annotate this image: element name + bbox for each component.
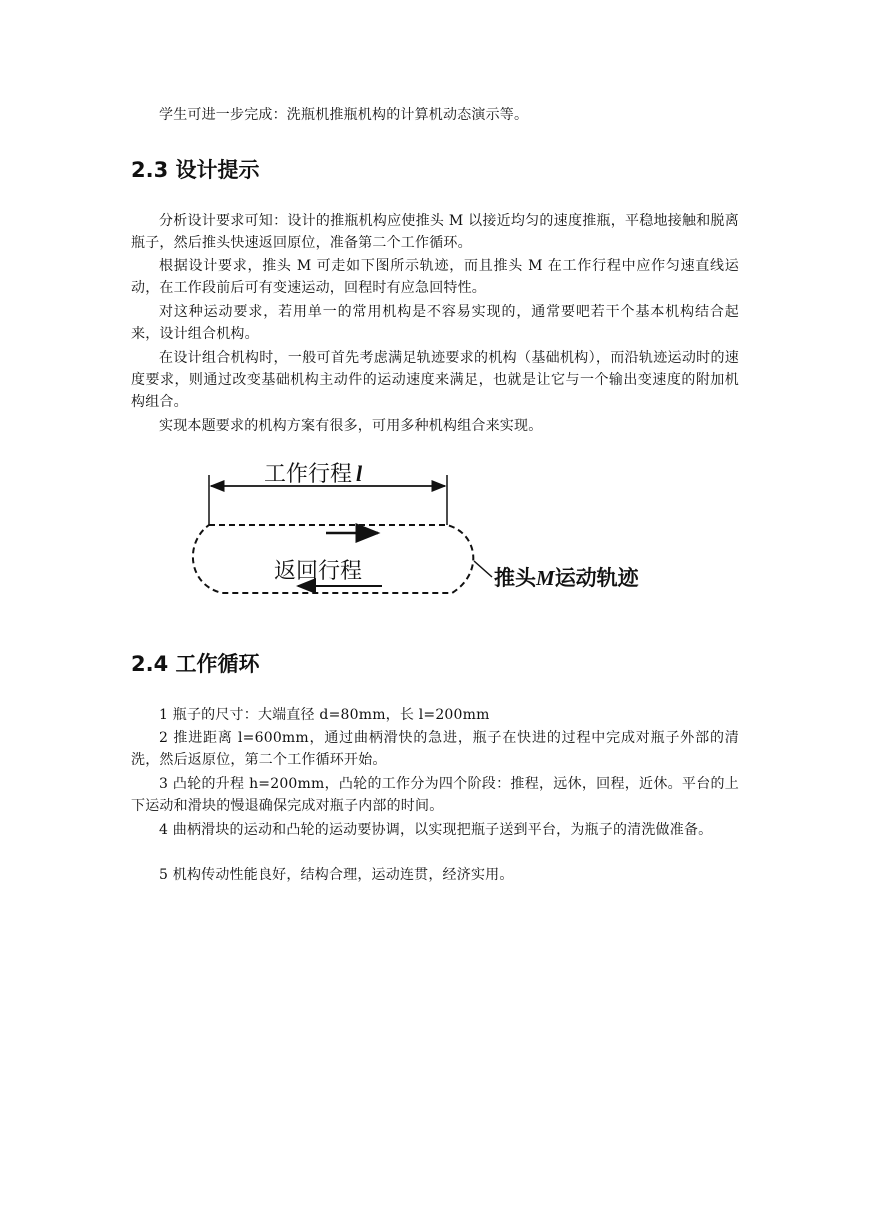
work-cycle-item-5: 5 机构传动性能良好，结构合理，运动连贯，经济实用。	[159, 867, 514, 883]
section-2-3-heading: 2.3 设计提示	[131, 158, 260, 182]
section-2-4-heading: 2.4 工作循环	[131, 652, 260, 676]
work-cycle-item-3: 3 凸轮的升程 h=200mm，凸轮的工作分为四个阶段：推程，远休，回程，近休。平台的上下运动和滑块的慢退确保完成对瓶子内部的时间。	[131, 776, 739, 814]
paragraph-2-3-2: 根据设计要求，推头 M 可走如下图所示轨迹，而且推头 M 在工作行程中应作匀速直线运动，在工作段前后可有变速运动，回程时有应急回特性。	[131, 258, 739, 296]
work-cycle-item-4: 4 曲柄滑块的运动和凸轮的运动要协调，以实现把瓶子送到平台，为瓶子的清洗做准备。	[159, 822, 713, 838]
paragraph-2-3-5: 实现本题要求的机构方案有很多，可用多种机构组合来实现。	[159, 418, 543, 434]
paragraph-2-3-4: 在设计组合机构时，一般可首先考虑满足轨迹要求的机构（基础机构），而沿轨迹运动时的速度要求，则通过改变基础机构主动件的运动速度来满足，也就是让它与一个输出变速度的附加机构组合。	[131, 350, 739, 410]
trajectory-figure	[182, 453, 694, 603]
trajectory-label: 推头M运动轨迹	[494, 566, 639, 590]
work-cycle-item-1: 1 瓶子的尺寸：大端直径 d=80mm，长 l=200mm	[159, 707, 490, 723]
paragraph-2-3-1: 分析设计要求可知：设计的推瓶机构应使推头 M 以接近均匀的速度推瓶，平稳地接触和脱离瓶子，然后推头快速返回原位，准备第二个工作循环。	[131, 213, 739, 251]
work-stroke-label: 工作行程 l	[264, 461, 363, 487]
return-stroke-label: 返回行程	[274, 559, 363, 584]
work-cycle-item-2: 2 推进距离 l=600mm，通过曲柄滑快的急进，瓶子在快进的过程中完成对瓶子外部的清洗，然后返原位，第二个工作循环开始。	[131, 730, 739, 768]
intro-paragraph: 学生可进一步完成：洗瓶机推瓶机构的计算机动态演示等。	[159, 107, 529, 123]
leader-line	[474, 561, 492, 577]
paragraph-2-3-3: 对这种运动要求，若用单一的常用机构是不容易实现的，通常要吧若干个基本机构结合起来，设计组合机构。	[131, 304, 739, 342]
